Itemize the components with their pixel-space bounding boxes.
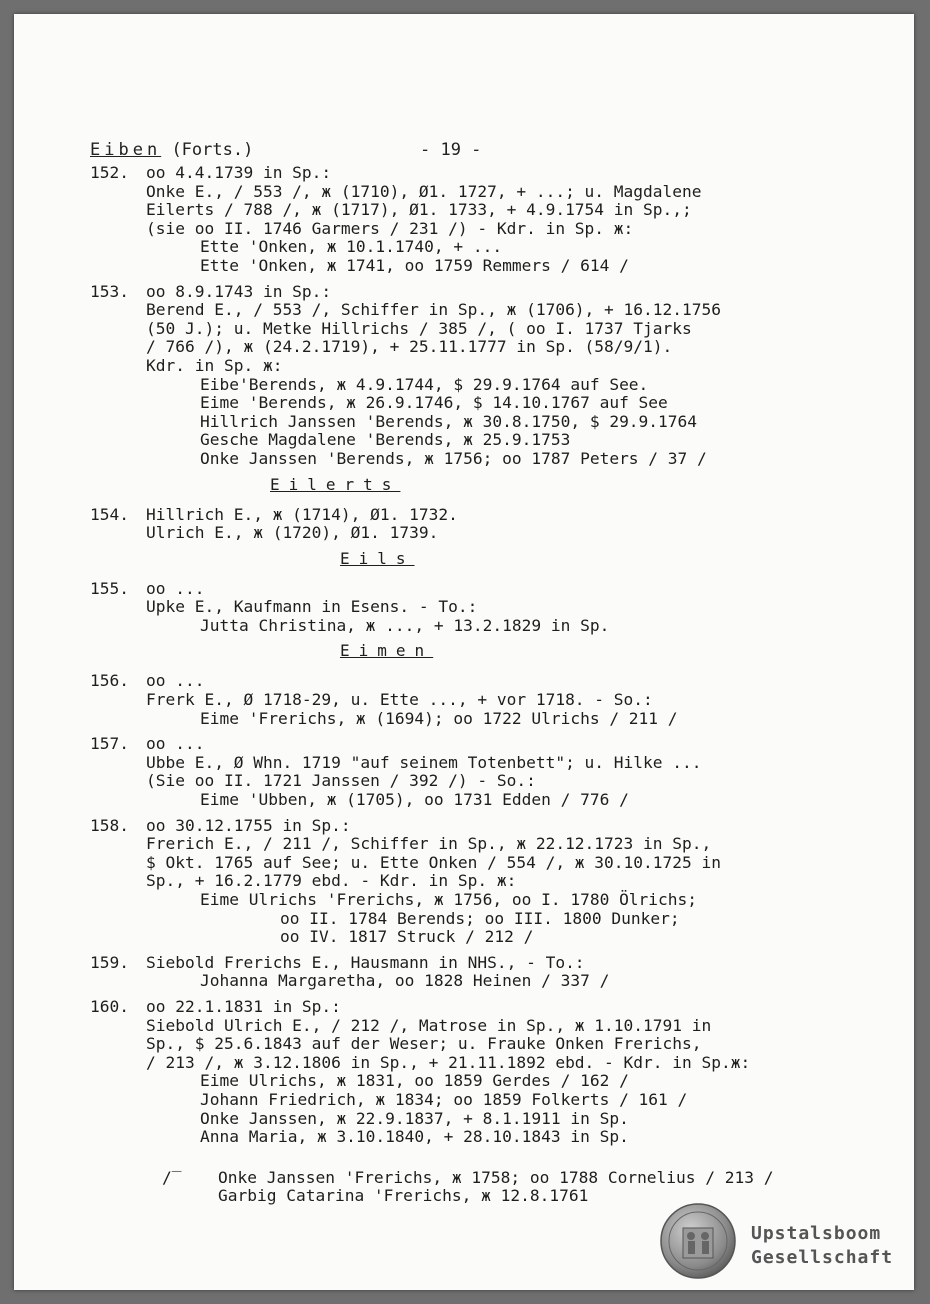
entry-first-line (90, 954, 890, 973)
entry-line: Gesche Magdalene 'Berends, ж 25.9.1753 (200, 430, 571, 450)
section-heading-eimen: Eimen (340, 641, 434, 661)
entry-line: oo II. 1784 Berends; oo III. 1800 Dunker; (280, 908, 680, 928)
page-number: - 19 - (420, 140, 482, 160)
entry-line: Onke Janssen, ж 22.9.1837, + 8.1.1911 in Sp. (200, 1108, 629, 1128)
entry-line: Eime 'Frerichs, ж (1694); oo 1722 Ulrichs / 211 / (200, 708, 678, 728)
entry-line: Frerich E., / 211 /, Schiffer in Sp., ж 22.12.1723 in Sp., (146, 834, 712, 854)
entry-line: Siebold Frerichs E., Hausmann in NHS., - To.: (146, 952, 585, 972)
footnote-line: Onke Janssen 'Frerichs, ж 1758; oo 1788 Cornelius / 213 / (218, 1167, 774, 1187)
entry-number: 155. (90, 578, 129, 598)
entry-line: Ette 'Onken, ж 1741, oo 1759 Remmers / 614 / (200, 255, 629, 275)
logo-line-1: Upstalsboom (751, 1223, 882, 1244)
entry-first-line (90, 283, 890, 302)
entry-number: 159. (90, 952, 129, 972)
genealogy-entry (90, 506, 890, 543)
entries-eils (90, 580, 890, 636)
entry-line: Ubbe E., Ø Whn. 1719 "auf seinem Totenbett"; u. Hilke ... (146, 752, 702, 772)
entry-line: Jutta Christina, ж ..., + 13.2.1829 in Sp. (200, 615, 610, 635)
entry-line: Johann Friedrich, ж 1834; oo 1859 Folkerts / 161 / (200, 1089, 688, 1109)
entry-first-line (90, 580, 890, 599)
footnote (90, 1169, 890, 1206)
genealogy-entry (90, 735, 890, 809)
entry-line: Onke E., / 553 /, ж (1710), Ø1. 1727, + ...; u. Magdalene (146, 181, 702, 201)
logo-line-2: Gesellschaft (751, 1247, 894, 1268)
footnote-line: Garbig Catarina 'Frerichs, ж 12.8.1761 (218, 1186, 589, 1206)
seal-icon (659, 1202, 737, 1280)
entry-line: Hillrich E., ж (1714), Ø1. 1732. (146, 504, 458, 524)
entry-line: Eime 'Ubben, ж (1705), oo 1731 Edden / 776 / (200, 790, 629, 810)
entry-line: Eime Ulrichs, ж 1831, oo 1859 Gerdes / 162 / (200, 1071, 629, 1091)
entries-eimen (90, 672, 890, 1146)
entry-line: Siebold Ulrich E., / 212 /, Matrose in Sp., ж 1.10.1791 in (146, 1015, 712, 1035)
entry-line: oo 30.12.1755 in Sp.: (146, 815, 351, 835)
entry-line: Eilerts / 788 /, ж (1717), Ø1. 1733, + 4.9.1754 in Sp.,; (146, 200, 692, 220)
entry-number: 152. (90, 163, 129, 182)
entry-line: Johanna Margaretha, oo 1828 Heinen / 337 / (200, 971, 610, 991)
entries-eilerts (90, 506, 890, 543)
entry-line: Ette 'Onken, ж 10.1.1740, + ... (200, 237, 503, 257)
entry-number: 156. (90, 671, 129, 691)
section-heading-eils: Eils (340, 548, 415, 568)
genealogy-entry (90, 954, 890, 991)
footnote-mark: /‾ (162, 1167, 182, 1187)
entry-line: Frerk E., Ø 1718-29, u. Ette ..., + vor 1718. - So.: (146, 690, 653, 710)
entry-line: / 213 /, ж 3.12.1806 in Sp., + 21.11.1892 ebd. - Kdr. in Sp.ж: (146, 1052, 751, 1072)
entry-line: oo 22.1.1831 in Sp.: (146, 996, 341, 1016)
genealogy-entry (90, 817, 890, 947)
entry-first-line (90, 998, 890, 1017)
entry-line: (Sie oo II. 1721 Janssen / 392 /) - So.: (146, 771, 536, 791)
section-heading-eilerts: Eilerts (270, 474, 401, 494)
genealogy-entry (90, 164, 890, 276)
entry-number: 158. (90, 815, 129, 835)
entry-line: oo IV. 1817 Struck / 212 / (280, 927, 534, 947)
entry-line: (sie oo II. 1746 Garmers / 231 /) - Kdr. in Sp. ж: (146, 218, 634, 238)
entry-first-line (90, 735, 890, 754)
entry-line: Berend E., / 553 /, Schiffer in Sp., ж (1706), + 16.12.1756 (146, 300, 721, 320)
entry-line: Ulrich E., ж (1720), Ø1. 1739. (146, 523, 439, 543)
entry-line: Hillrich Janssen 'Berends, ж 30.8.1750, $ 29.9.1764 (200, 411, 698, 431)
entry-line: (50 J.); u. Metke Hillrichs / 385 /, ( oo I. 1737 Tjarks (146, 318, 692, 338)
entry-first-line (90, 817, 890, 836)
entries-eiben (90, 164, 890, 469)
entry-number: 157. (90, 734, 129, 754)
genealogy-content (90, 164, 890, 1206)
entry-line: oo ... (146, 578, 205, 598)
genealogy-entry (90, 998, 890, 1147)
entry-first-line (90, 672, 890, 691)
entry-line: oo ... (146, 671, 205, 691)
genealogy-entry (90, 672, 890, 728)
entry-line: oo ... (146, 734, 205, 754)
entry-line: / 766 /), ж (24.2.1719), + 25.11.1777 in Sp. (58/9/1). (146, 337, 673, 357)
header-title: Eiben (Forts.) (90, 140, 254, 160)
entry-first-line (90, 506, 890, 525)
page-header (90, 140, 894, 164)
entry-number: 153. (90, 281, 129, 301)
entry-number: 160. (90, 996, 129, 1016)
entry-line: Eime 'Berends, ж 26.9.1746, $ 14.10.1767 auf See (200, 393, 668, 413)
entry-first-line (90, 164, 890, 183)
entry-line: $ Okt. 1765 auf See; u. Ette Onken / 554 /, ж 30.10.1725 in (146, 852, 721, 872)
entry-line: Eime Ulrichs 'Frerichs, ж 1756, oo I. 1780 Ölrichs; (200, 890, 698, 909)
entry-line: oo 8.9.1743 in Sp.: (146, 281, 332, 301)
logo-text (751, 1222, 893, 1270)
entry-line: Kdr. in Sp. ж: (146, 355, 283, 375)
entry-line: oo 4.4.1739 in Sp.: (146, 163, 332, 182)
entry-line: Sp., + 16.2.1779 ebd. - Kdr. in Sp. ж: (146, 871, 517, 891)
entry-line: Upke E., Kaufmann in Esens. - To.: (146, 597, 478, 617)
upstalsboom-logo (659, 1202, 909, 1282)
entry-line: Eibe'Berends, ж 4.9.1744, $ 29.9.1764 auf See. (200, 374, 649, 394)
document-page (14, 14, 914, 1290)
genealogy-entry (90, 580, 890, 636)
entry-line: Anna Maria, ж 3.10.1840, + 28.10.1843 in Sp. (200, 1127, 629, 1147)
entry-line: Sp., $ 25.6.1843 auf der Weser; u. Frauke Onken Frerichs, (146, 1034, 702, 1054)
entry-number: 154. (90, 504, 129, 524)
genealogy-entry (90, 283, 890, 469)
entry-line: Onke Janssen 'Berends, ж 1756; oo 1787 Peters / 37 / (200, 448, 707, 468)
